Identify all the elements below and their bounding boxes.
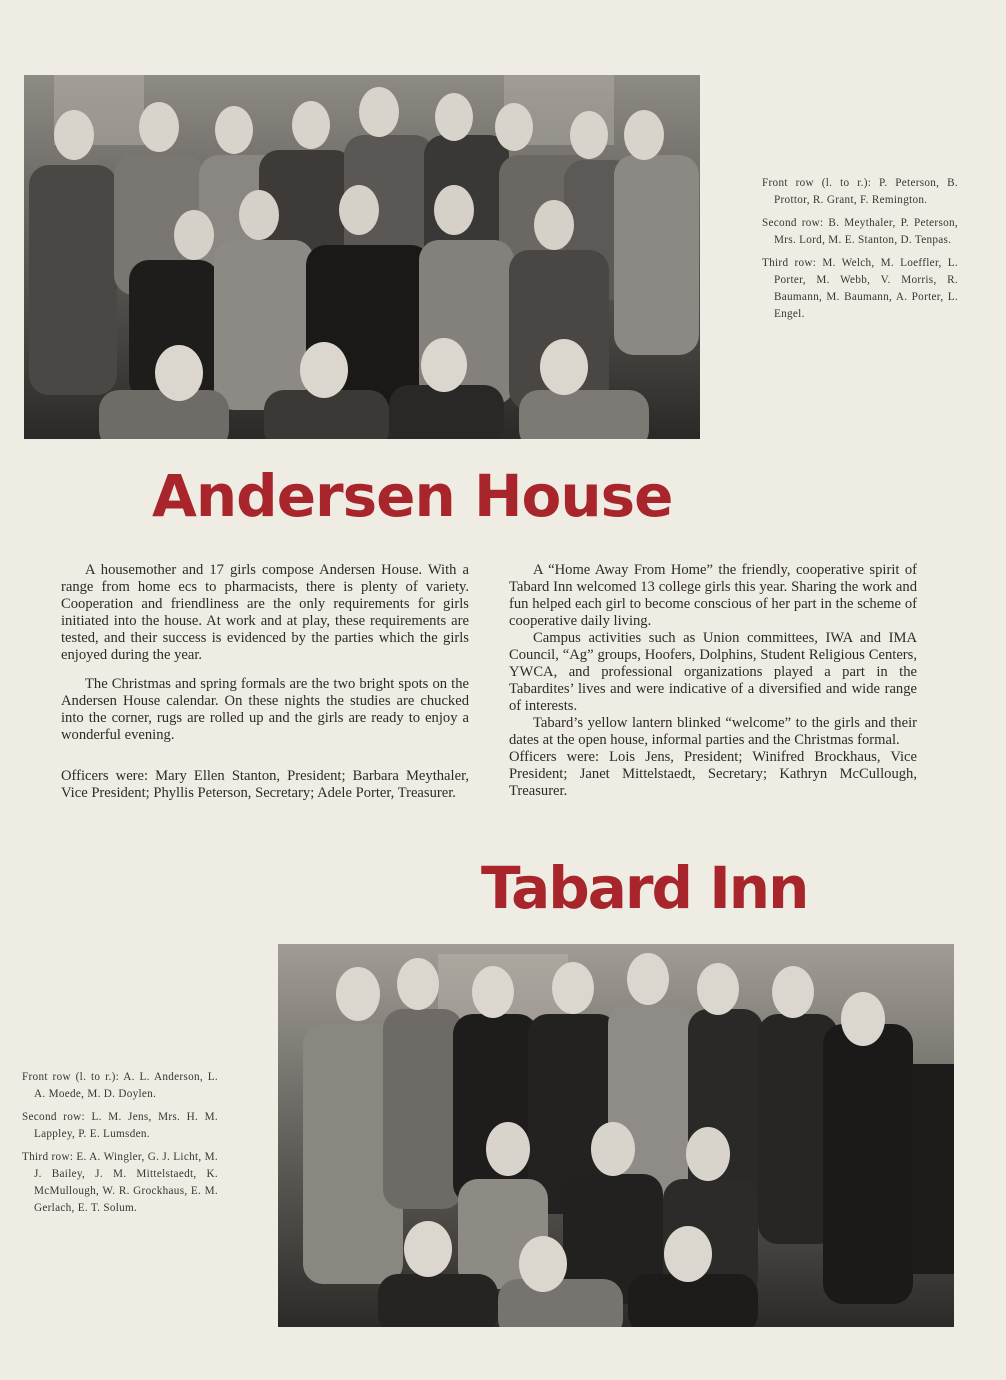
andersen-paragraph-2: The Christmas and spring formals are the two bright spots on the Andersen House calendar. On these nights the studies are chucked into the corner, rugs are rolled up and the girls are ready to enjoy a wonderful evening. <box>61 676 469 743</box>
caption-front-row: Front row (l. to r.): A. L. Anderson, L. A. Moede, M. D. Doylen. <box>22 1071 218 1100</box>
tabard-photo-caption <box>22 1069 218 1223</box>
andersen-house-text <box>61 562 469 802</box>
caption-second-row: Second row: L. M. Jens, Mrs. H. M. Lappley, P. E. Lumsden. <box>22 1111 218 1140</box>
tabard-photo-illustration <box>278 944 954 1327</box>
caption-second-row: Second row: B. Meythaler, P. Peterson, Mrs. Lord, M. E. Stanton, D. Tenpas. <box>762 217 958 246</box>
tabard-inn-heading: Tabard Inn <box>481 854 808 922</box>
tabard-paragraph-2: Campus activities such as Union committees, IWA and IMA Council, “Ag” groups, Hoofers, Dolphins, Student Religious Centers, YWCA, and professional organizations played a part in the Tabardites’ lives and were indicative of a diversified and wide range of interests. <box>509 630 917 714</box>
andersen-officers: Officers were: Mary Ellen Stanton, President; Barbara Meythaler, Vice President; Phyllis Peterson, Secretary; Adele Porter, Treasurer. <box>61 768 469 801</box>
andersen-paragraph-1: A housemother and 17 girls compose Andersen House. With a range from home ecs to pharmacists, there is plenty of variety. Cooperation and friendliness are the only requirements for girls initiated into the house. At work and at play, these requirements are tested, and their success is evidenced by the parties which the girls enjoyed during the year. <box>61 562 469 663</box>
tabard-paragraph-1: A “Home Away From Home” the friendly, cooperative spirit of Tabard Inn welcomed 13 college girls this year. Sharing the work and fun helped each girl to become conscious of her part in the scheme of cooperative daily living. <box>509 562 917 629</box>
caption-front-row: Front row (l. to r.): P. Peterson, B. Prottor, R. Grant, F. Remington. <box>762 177 958 206</box>
andersen-house-group-photo <box>24 75 700 439</box>
tabard-officers: Officers were: Lois Jens, President; Winifred Brockhaus, Vice President; Janet Mittelstaedt, Secretary; Kathryn McCullough, Treasurer. <box>509 749 917 799</box>
tabard-inn-text <box>509 562 917 800</box>
andersen-house-heading: Andersen House <box>152 462 673 530</box>
andersen-photo-caption <box>762 175 958 329</box>
caption-third-row: Third row: M. Welch, M. Loeffler, L. Porter, M. Webb, V. Morris, R. Baumann, M. Baumann, A. Porter, L. Engel. <box>762 257 958 320</box>
andersen-photo-illustration <box>24 75 700 439</box>
tabard-inn-group-photo <box>278 944 954 1327</box>
tabard-paragraph-3: Tabard’s yellow lantern blinked “welcome” to the girls and their dates at the open house, informal parties and the Christmas formal. <box>509 715 917 748</box>
caption-third-row: Third row: E. A. Wingler, G. J. Licht, M. J. Bailey, J. M. Mittelstaedt, K. McMullough, W. R. Grockhaus, E. M. Gerlach, E. T. Solum. <box>22 1151 218 1214</box>
